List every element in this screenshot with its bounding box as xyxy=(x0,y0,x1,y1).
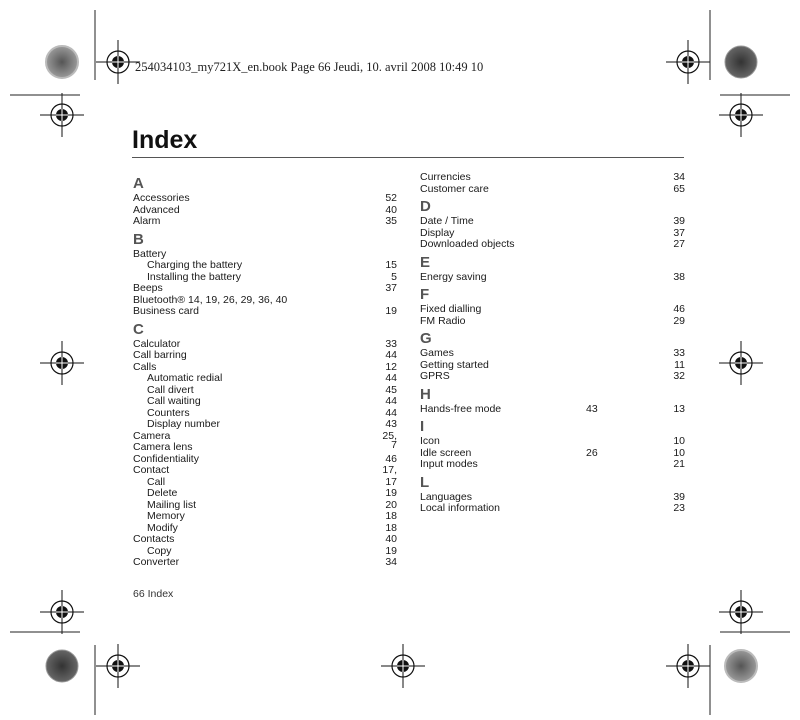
index-entry-page: 44 xyxy=(385,395,397,407)
index-entry-term: Delete xyxy=(147,487,178,499)
index-entry-page-extra: 43 xyxy=(586,402,598,415)
index-entry-page: 10 xyxy=(673,435,685,447)
index-entry-page: 44 xyxy=(385,406,397,419)
index-entry-term: Beeps xyxy=(133,282,163,294)
index-entry-term: Energy saving xyxy=(420,270,487,283)
index-entry xyxy=(420,459,685,471)
index-letter-heading: G xyxy=(420,330,432,347)
index-entry xyxy=(420,304,685,316)
index-entry-page: 27 xyxy=(673,238,685,250)
index-entry-term: Local information xyxy=(420,502,500,514)
index-entry-page: 34 xyxy=(385,556,397,568)
index-entry-page: 65 xyxy=(673,182,685,195)
color-bar-circle xyxy=(725,46,757,78)
index-entry-page: 44 xyxy=(385,349,397,361)
index-entry-page: 40 xyxy=(385,533,397,545)
index-entry xyxy=(133,306,397,318)
page-title: Index xyxy=(132,126,198,154)
index-entry-page: 20 xyxy=(385,498,397,511)
index-entry xyxy=(420,436,685,448)
index-entry-term: Automatic redial xyxy=(147,372,223,384)
index-entry-page: 35 xyxy=(385,215,397,227)
index-entry-page: 33 xyxy=(385,337,397,350)
index-entry-term: Confidentiality xyxy=(133,452,199,465)
index-entry-term: Getting started xyxy=(420,358,489,371)
index-entry-term: Input modes xyxy=(420,458,478,470)
index-entry xyxy=(420,239,685,251)
index-entry-page: 19 xyxy=(385,544,397,557)
index-subentry xyxy=(133,511,397,523)
index-entry xyxy=(420,216,685,228)
index-entry-page: 17, xyxy=(382,464,397,476)
index-entry-term: Alarm xyxy=(133,215,161,227)
index-letter-heading: A xyxy=(133,175,144,192)
index-entry xyxy=(133,216,397,228)
index-entry-term: Call xyxy=(147,475,166,488)
index-column-right xyxy=(420,172,685,515)
index-entry-page: 21 xyxy=(673,458,685,470)
index-entry-page: 32 xyxy=(673,370,685,382)
index-entry-term: Installing the battery xyxy=(147,270,241,283)
index-entry-term: Fixed dialling xyxy=(420,303,482,315)
index-entry-term: Customer care xyxy=(420,182,489,195)
index-entry-term: Memory xyxy=(147,510,185,522)
index-letter-heading: E xyxy=(420,253,431,271)
index-entry-page: 17 xyxy=(385,475,397,488)
index-entry xyxy=(133,193,397,205)
color-bar-circle xyxy=(46,46,78,78)
index-entry-term: Date / Time xyxy=(420,215,474,227)
index-entry xyxy=(420,172,685,184)
index-entry-page: 33 xyxy=(673,347,685,359)
index-entry xyxy=(420,503,685,515)
index-entry-page: 38 xyxy=(673,270,685,283)
index-entry-term: Currencies xyxy=(420,171,471,183)
index-entry xyxy=(133,465,397,477)
index-entry-term: Downloaded objects xyxy=(420,238,515,250)
index-entry-term: Copy xyxy=(147,544,172,557)
index-entry-term: Charging the battery xyxy=(147,259,243,271)
index-entry xyxy=(133,534,397,546)
index-entry-term: Camera xyxy=(133,429,171,442)
index-letter-heading: D xyxy=(420,198,431,215)
index-entry-term: Languages xyxy=(420,490,472,503)
index-entry-page: 11 xyxy=(674,358,685,371)
index-entry xyxy=(133,283,397,295)
index-entry-term: Battery xyxy=(133,247,167,260)
index-entry-term: Idle screen xyxy=(420,446,472,459)
index-entry-page: 5 xyxy=(391,270,397,283)
index-letter-heading: H xyxy=(420,385,431,403)
index-subentry xyxy=(133,396,397,408)
index-entry-page: 10 xyxy=(673,446,685,459)
index-entry-term: Calculator xyxy=(133,337,181,350)
index-entry-page: 23 xyxy=(673,502,685,514)
index-entry-page: 46 xyxy=(673,303,685,315)
title-rule xyxy=(132,157,684,158)
index-entry-page-extra: 7 xyxy=(391,438,397,451)
index-entry-term: GPRS xyxy=(420,370,450,382)
index-entry-term: FM Radio xyxy=(420,314,466,327)
index-entry-term: Business card xyxy=(133,305,199,317)
index-subentry xyxy=(133,488,397,500)
index-entry-page: 19 xyxy=(385,487,397,499)
index-letter-heading: C xyxy=(133,320,144,338)
index-letter-heading: I xyxy=(420,418,425,435)
index-entry-term: Contacts xyxy=(133,533,175,545)
index-entry-page: 39 xyxy=(673,490,685,503)
index-entry-page: 37 xyxy=(385,282,397,294)
index-subentry xyxy=(133,419,397,431)
index-entry-term: Display number xyxy=(147,418,220,430)
color-bar-circle xyxy=(46,650,78,682)
index-entry-page: 52 xyxy=(385,192,397,204)
index-entry-term: Icon xyxy=(420,435,440,447)
index-entry-term: Calls xyxy=(133,360,157,373)
index-entry-term: Mailing list xyxy=(147,498,197,511)
index-entry-page: 44 xyxy=(385,372,397,384)
index-entry xyxy=(420,348,685,360)
index-entry xyxy=(133,350,397,362)
index-entry xyxy=(420,371,685,383)
index-entry-page-extra: 26 xyxy=(586,446,598,459)
index-letter-heading: F xyxy=(420,286,430,303)
index-entry-page: 39 xyxy=(673,215,685,227)
index-entry-page: 19 xyxy=(385,305,397,317)
index-column-left xyxy=(133,172,397,569)
index-entry-page: 34 xyxy=(673,171,685,183)
index-entry xyxy=(420,360,685,372)
index-entry-page: 15 xyxy=(385,259,397,271)
index-entry-term: Call waiting xyxy=(147,395,201,407)
index-letter-heading: B xyxy=(133,230,144,248)
index-entry xyxy=(420,316,685,328)
index-entry-term: Camera lens xyxy=(133,441,193,453)
index-entry xyxy=(133,205,397,217)
index-entry-page: 29 xyxy=(673,314,685,327)
index-entry-term: Call divert xyxy=(147,383,194,396)
index-entry-page: 43 xyxy=(385,418,397,430)
index-entry-term: Counters xyxy=(147,406,190,419)
index-letter-heading: L xyxy=(420,473,430,491)
index-entry-term: Hands-free mode xyxy=(420,402,502,415)
index-entry-term: Bluetooth® 14, 19, 26, 29, 36, 40 xyxy=(133,293,288,306)
index-entry-term: Call barring xyxy=(133,349,187,361)
page-footer: 66 Index xyxy=(133,588,174,600)
index-subentry xyxy=(133,260,397,272)
color-bar-circle xyxy=(725,650,757,682)
index-entry-page: 37 xyxy=(673,226,685,239)
index-entry xyxy=(133,557,397,569)
index-entry xyxy=(420,184,685,196)
index-entry xyxy=(420,404,685,416)
index-entry xyxy=(133,454,397,466)
index-entry-page: 18 xyxy=(385,521,397,534)
index-entry-term: Modify xyxy=(147,521,178,534)
index-entry-term: Accessories xyxy=(133,192,190,204)
index-entry-term: Advanced xyxy=(133,203,180,216)
index-entry-page: 46 xyxy=(385,452,397,465)
index-entry-page: 40 xyxy=(385,203,397,216)
index-entry-term: Games xyxy=(420,347,454,359)
index-entry-term: Converter xyxy=(133,556,180,568)
index-entry-term: Display xyxy=(420,226,455,239)
index-entry-term: Contact xyxy=(133,464,170,476)
book-header: 254034103_my721X_en.book Page 66 Jeudi, 10. avril 2008 10:49 10 xyxy=(135,60,484,74)
index-entry xyxy=(420,272,685,284)
index-entry-page: 25, xyxy=(382,429,397,442)
index-subentry xyxy=(133,272,397,284)
index-entry-page: 45 xyxy=(385,383,397,396)
index-subentry xyxy=(133,373,397,385)
index-entry-page: 12 xyxy=(385,360,397,373)
index-entry xyxy=(133,438,397,454)
index-entry-page: 18 xyxy=(385,510,397,522)
index-entry-page: 13 xyxy=(673,402,685,415)
